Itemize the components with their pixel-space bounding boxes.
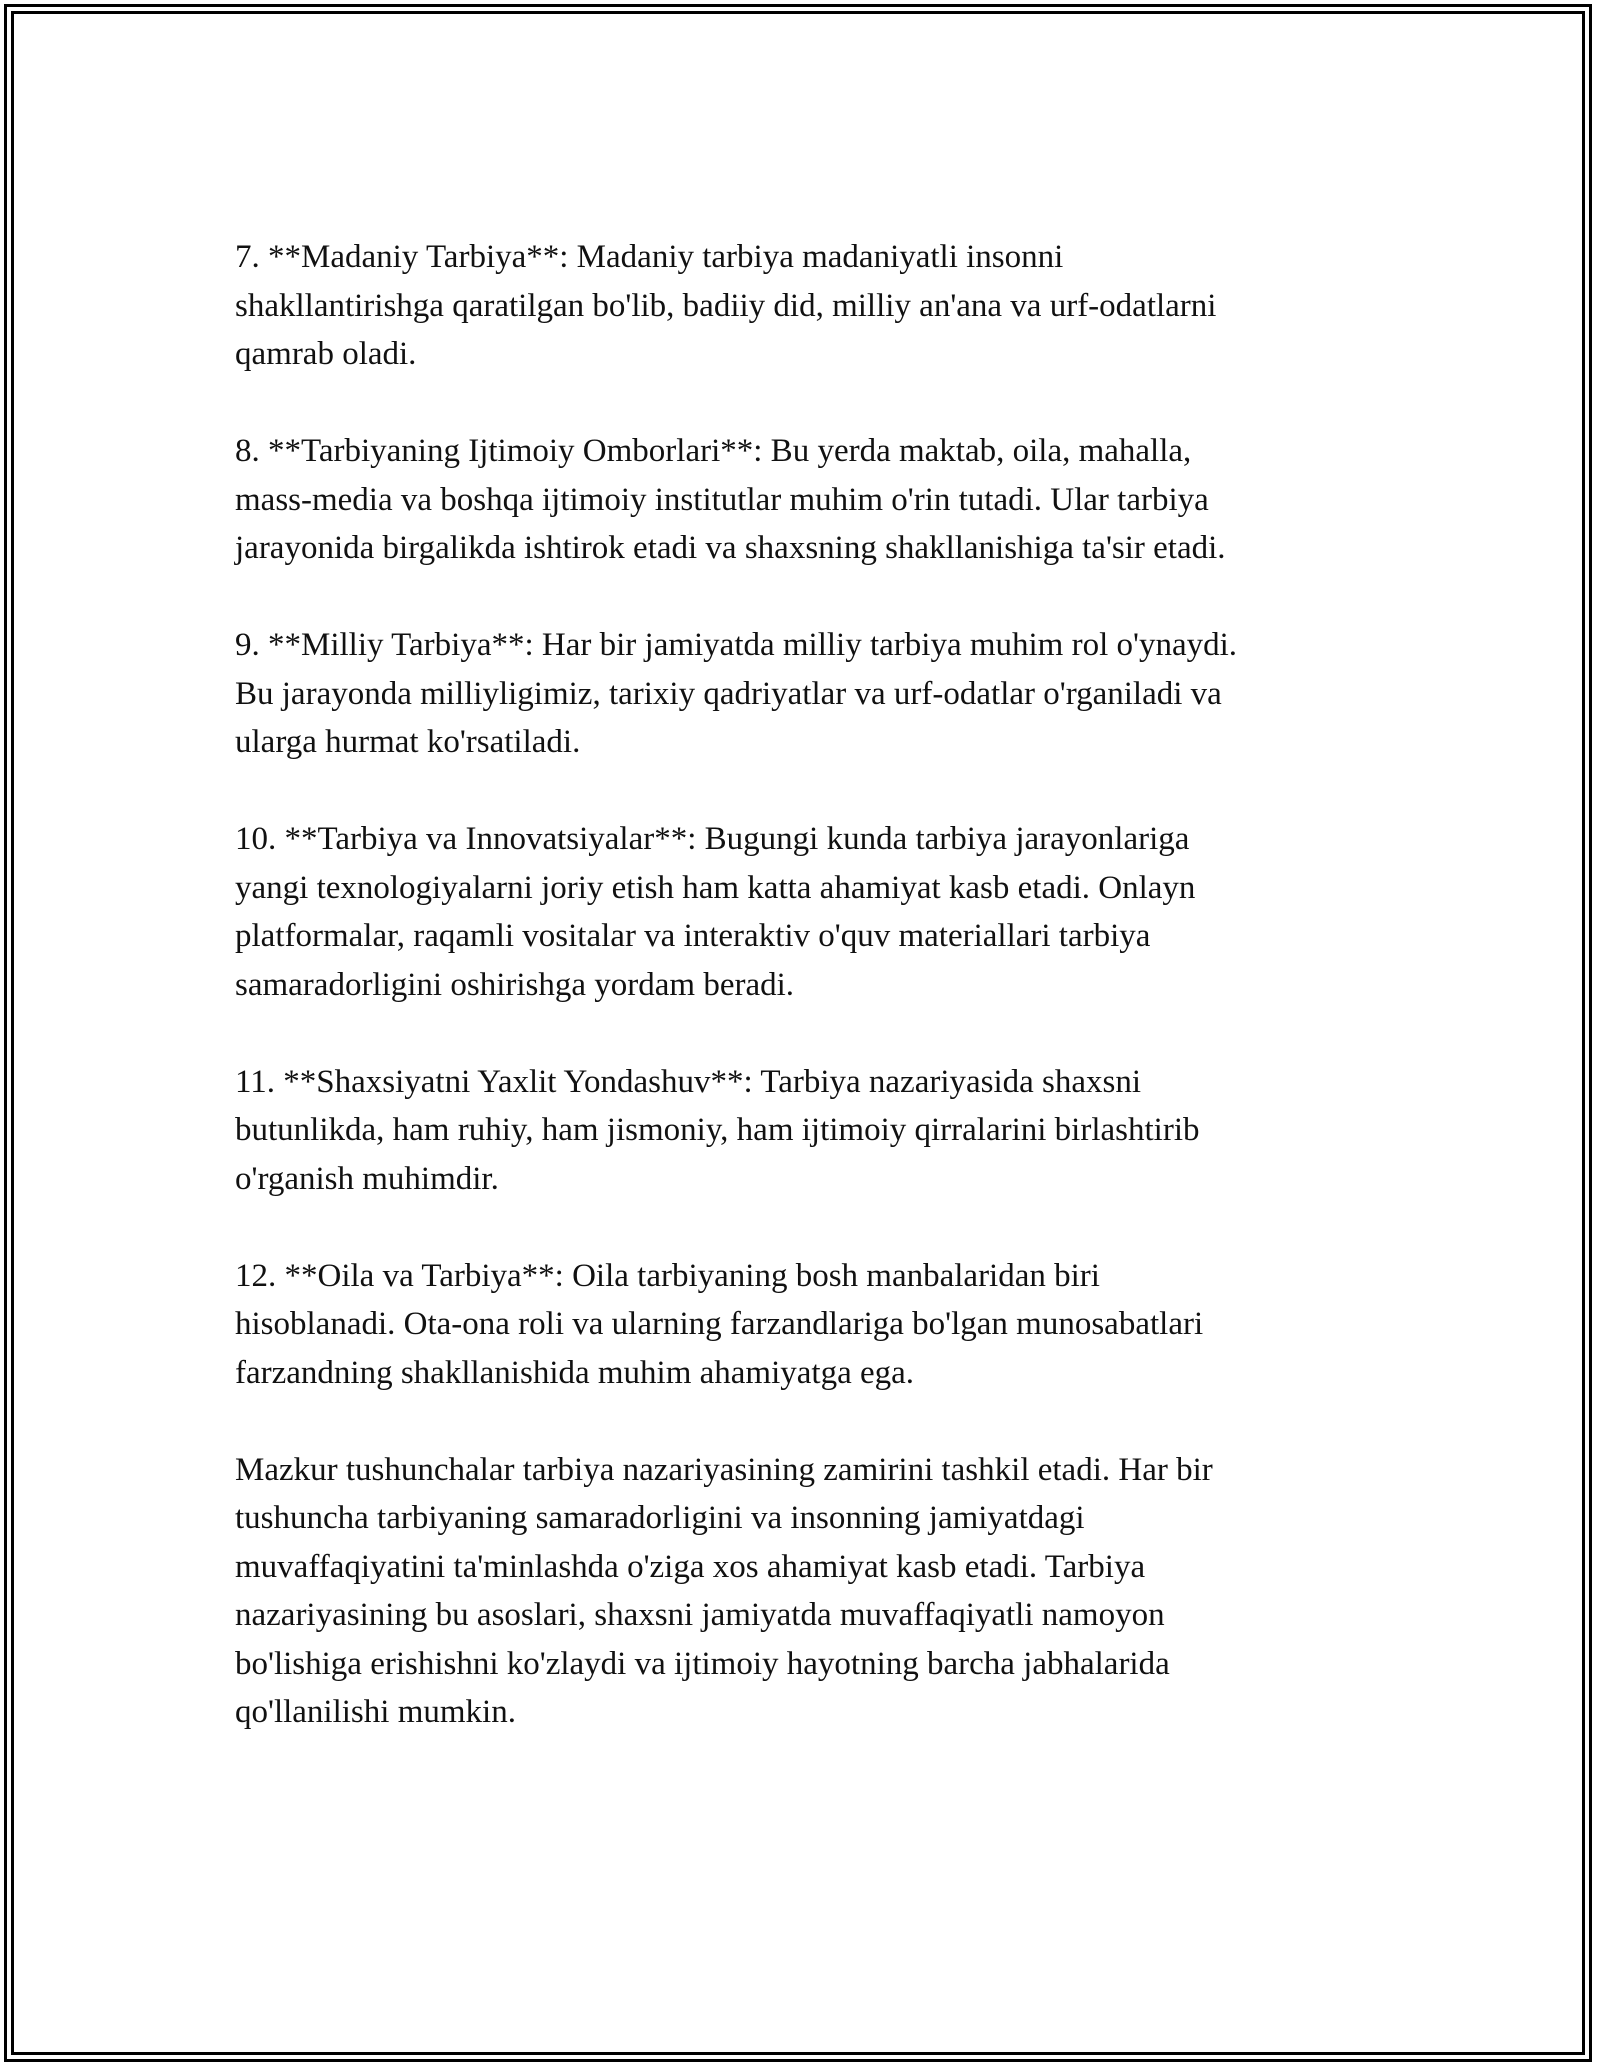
text-line: yangi texnologiyalarni joriy etish ham katta ahamiyat kasb etadi. Onlayn [235, 869, 1196, 906]
paragraph-conclusion [235, 1446, 1375, 1737]
text-line: 8. **Tarbiyaning Ijtimoiy Omborlari**: Bu yerda maktab, oila, mahalla, [235, 433, 1192, 469]
paragraph-item-12 [235, 1252, 1375, 1398]
paragraph-item-11 [235, 1058, 1375, 1204]
text-line: 10. **Tarbiya va Innovatsiyalar**: Bugungi kunda tarbiya jarayonlariga [235, 821, 1190, 857]
text-line: butunlikda, ham ruhiy, ham jismoniy, ham ijtimoiy qirralarini birlashtirib [235, 1112, 1200, 1148]
text-line: 11. **Shaxsiyatni Yaxlit Yondashuv**: Tarbiya nazariyasida shaxsni [235, 1063, 1142, 1100]
paragraph-item-10 [235, 815, 1375, 1009]
document-body [235, 233, 1375, 1785]
text-line: samaradorligini oshirishga yordam beradi. [235, 966, 795, 1003]
text-line: platformalar, raqamli vositalar va interaktiv o'quv materiallari tarbiya [235, 918, 1151, 954]
text-line: 12. **Oila va Tarbiya**: Oila tarbiyaning bosh manbalaridan biri [235, 1257, 1100, 1294]
text-line: ularga hurmat ko'rsatiladi. [235, 724, 581, 760]
text-line: tushuncha tarbiyaning samaradorligini va insonning jamiyatdagi [235, 1500, 1085, 1536]
text-line: shakllantirishga qaratilgan bo'lib, badiiy did, milliy an'ana va urf-odatlarni [235, 287, 1217, 324]
text-line: mass-media va boshqa ijtimoiy institutlar muhim o'rin tutadi. Ular tarbiya [235, 481, 1209, 518]
text-line: nazariyasining bu asoslari, shaxsni jamiyatda muvaffaqiyatli namoyon [235, 1597, 1165, 1633]
text-line: qo'llanilishi mumkin. [235, 1694, 516, 1730]
text-line: Mazkur tushunchalar tarbiya nazariyasining zamirini tashkil etadi. Har bir [235, 1451, 1213, 1488]
text-line: qamrab oladi. [235, 336, 417, 372]
text-line: jarayonida birgalikda ishtirok etadi va shaxsning shakllanishiga ta'sir etadi. [235, 530, 1226, 566]
text-line: 9. **Milliy Tarbiya**: Har bir jamiyatda milliy tarbiya muhim rol o'ynaydi. [235, 627, 1238, 663]
paragraph-item-7 [235, 233, 1375, 379]
text-line: o'rganish muhimdir. [235, 1160, 499, 1197]
text-line: Bu jarayonda milliyligimiz, tarixiy qadriyatlar va urf-odatlar o'rganiladi va [235, 675, 1222, 712]
text-line: 7. **Madaniy Tarbiya**: Madaniy tarbiya madaniyatli insonni [235, 239, 1064, 275]
text-line: farzandning shakllanishida muhim ahamiyatga ega. [235, 1354, 915, 1391]
text-line: muvaffaqiyatini ta'minlashda o'ziga xos ahamiyat kasb etadi. Tarbiya [235, 1548, 1146, 1585]
text-line: bo'lishiga erishishni ko'zlaydi va ijtimoiy hayotning barcha jabhalarida [235, 1645, 1170, 1682]
paragraph-item-9 [235, 621, 1375, 767]
text-line: hisoblanadi. Ota-ona roli va ularning farzandlariga bo'lgan munosabatlari [235, 1306, 1204, 1342]
paragraph-item-8 [235, 427, 1375, 573]
